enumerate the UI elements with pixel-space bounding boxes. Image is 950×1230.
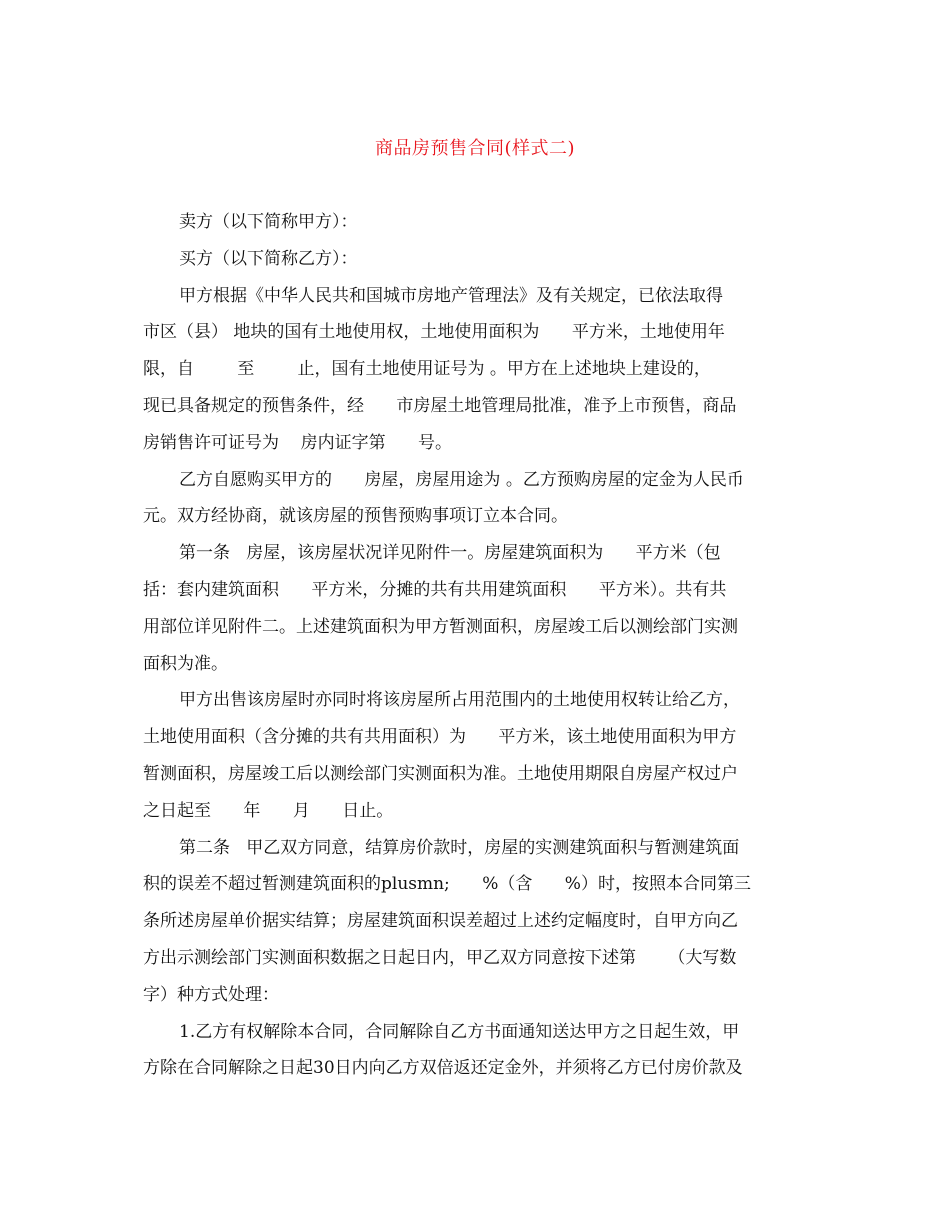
document-title: 商品房预售合同(样式二) <box>374 138 576 159</box>
document-line: 限，自 至 止，国有土地使用证号为 。甲方在上述地块上建设的， <box>143 359 711 380</box>
document-line: 括：套内建筑面积 平方米，分摊的共有共用建筑面积 平方米）。共有共 <box>143 579 727 600</box>
document-line: 甲方出售该房屋时亦同时将该房屋所占用范围内的土地使用权转让给乙方， <box>179 690 740 711</box>
document-line: 用部位详见附件二。上述建筑面积为甲方暂测面积，房屋竣工后以测绘部门实测 <box>143 616 738 637</box>
document-line: 乙方自愿购买甲方的 房屋，房屋用途为 。乙方预购房屋的定金为人民币 <box>179 469 744 490</box>
document-line: 房销售许可证号为 房内证字第 号。 <box>143 432 453 453</box>
document-line: 1.乙方有权解除本合同，合同解除自乙方书面通知送达甲方之日起生效，甲 <box>179 1021 740 1042</box>
document-line: 元。双方经协商，就该房屋的预售预购事项订立本合同。 <box>143 506 568 527</box>
document-line: 字）种方式处理： <box>143 984 279 1005</box>
document-body <box>143 204 803 1087</box>
document-line: 面积为准。 <box>143 653 228 674</box>
document-line: 暂测面积，房屋竣工后以测绘部门实测面积为准。土地使用期限自房屋产权过户 <box>143 763 738 784</box>
document-line: 方除在合同解除之日起30日内向乙方双倍返还定金外，并须将乙方已付房价款及 <box>143 1058 743 1079</box>
document-line: 之日起至 年 月 日止。 <box>143 800 394 821</box>
document-line: 条所述房屋单价据实结算；房屋建筑面积误差超过上述约定幅度时，自甲方向乙 <box>143 911 738 932</box>
document-line: 买方（以下简称乙方）： <box>179 248 358 269</box>
document-line: 第一条 房屋，该房屋状况详见附件一。房屋建筑面积为 平方米（包 <box>179 543 721 564</box>
document-line: 土地使用面积（含分摊的共有共用面积）为 平方米，该土地使用面积为甲方 <box>143 727 737 748</box>
document-line: 市区（县） 地块的国有土地使用权，土地使用面积为 平方米，土地使用年 <box>143 322 725 343</box>
document-line: 第二条 甲乙双方同意，结算房价款时，房屋的实测建筑面积与暂测建筑面 <box>179 837 740 858</box>
document-line: 卖方（以下简称甲方）： <box>179 212 358 232</box>
document-line: 甲方根据《中华人民共和国城市房地产管理法》及有关规定，已依法取得 <box>179 285 723 306</box>
document-line: 现已具备规定的预售条件，经 市房屋土地管理局批准，准予上市预售，商品 <box>143 395 737 416</box>
document-line: 积的误差不超过暂测建筑面积的plusmn; %（含 %）时，按照本合同第三 <box>143 874 751 895</box>
document-line: 方出示测绘部门实测面积数据之日起日内，甲乙双方同意按下述第 （大写数 <box>143 947 737 968</box>
